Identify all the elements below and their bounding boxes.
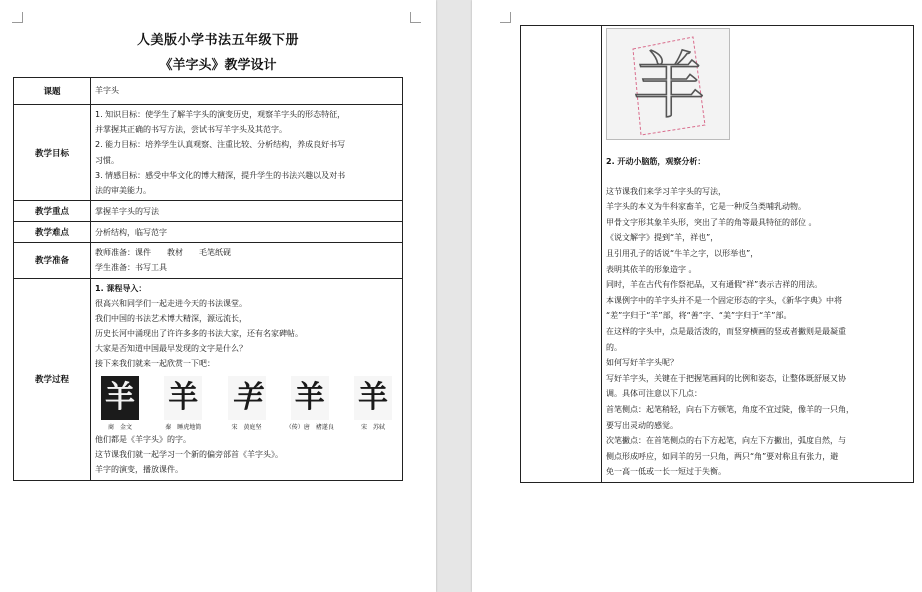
topic-value: 羊字头 [91,78,403,105]
calligraphy-samples [95,372,398,432]
calligraphy-sample [97,376,143,432]
text-line: 大家是否知道中国最早发现的文字是什么？ [95,344,247,354]
text-line: 首笔侧点：起笔稍轻，向右下方顿笔，角度不宜过陡，像羊的一只角， [606,404,854,414]
text-line: 这节课我们来学习羊字头的写法， [606,186,726,196]
table-row [521,26,914,483]
row-label: 课题 [14,78,91,105]
text-line: 次笔撇点：在首笔侧点的右下方起笔，向左下方撇出，弧度自然，与 [606,436,846,446]
text-line: 1. 知识目标：使学生了解羊字头的演变历史，观察羊字头的形态特征， [95,110,346,119]
calligraphy-caption: （传）唐 褚遂良 [285,423,334,431]
text-line: 侧点形成呼应，如同羊的另一只角，两只“角”要对称且有张力，避 [606,451,839,461]
text-line: 教师准备：课件 教材 毛笔纸砚 [95,248,231,258]
row-label: 教学过程 [14,278,91,480]
text-line: 要写出灵动的感觉。 [606,420,678,430]
document-page-left [0,0,436,592]
calligraphy-caption: 宋 黄庭坚 [231,423,262,431]
table-row [14,105,403,201]
calligraphy-glyph: 羊 [354,376,392,420]
calligraphy-sample [224,376,270,432]
character-image [606,28,730,140]
text-line: 学生准备：书写工具 [95,263,167,273]
calligraphy-sample [287,376,333,432]
outline-char: 羊 [632,44,706,128]
text-line: 很高兴和同学们一起走进今天的书法课堂。 [95,298,247,308]
calligraphy-caption: 商 金文 [107,423,132,431]
text-line: 我们中国的书法艺术博大精深，源远流长， [95,313,247,323]
spacer [606,170,909,184]
text-line: 他们都是《羊字头》的字。 [95,435,191,445]
text-line: 调。具体可注意以下几点： [606,389,702,399]
calligraphy-glyph: 羊 [291,376,329,420]
calligraphy-glyph: 羊 [228,376,266,420]
text-line: 羊字的演变，播放课件。 [95,465,183,475]
text-line: 这节课我们就一起学习一个新的偏旁部首《羊字头》。 [95,450,283,460]
text-line: 3. 情感目标：感受中华文化的博大精深，提升学生的书法兴趣以及对书 [95,170,346,180]
text-line: 甲骨文字形其象羊头形，突出了羊的角等最具特征的部位 。 [606,217,817,227]
spacer [606,140,909,154]
character-outline-icon [607,29,729,139]
text-line: 羊字头的本义为牛科家畜羊，它是一种反刍类哺乳动物。 [606,202,806,212]
prep-content [91,243,403,278]
calligraphy-caption: 宋 苏轼 [360,423,385,431]
text-line: 同时，羊在古代有作祭祀品，又有通假“祥”表示吉祥的用法。 [606,280,823,290]
row-label: 教学准备 [14,243,91,278]
section-heading: 1. 课程导入： [95,283,147,293]
row-label: 教学重点 [14,201,91,222]
section-heading: 2. 开动小脑筋，观察分析： [606,157,706,166]
text-line: 历史长河中涌现出了许许多多的书法大家，还有名家碑帖。 [95,329,303,339]
text-line: 法的审美能力。 [95,185,151,195]
difficulty-value: 分析结构，临写范字 [91,222,403,243]
text-line: 在这样的字头中，点是最活泼的，而竖穿横画的竖或者撇则是最凝重 [606,326,846,336]
lesson-table [13,77,403,481]
text-line: 并掌握其正确的书写方法，尝试书写羊字头及其范字。 [95,125,287,135]
text-line: 表明其依羊的形象造字 。 [606,264,697,274]
text-line: 《说文解字》提到“羊，祥也”， [606,233,719,243]
text-line: 如何写好羊字头呢？ [606,358,678,368]
table-row [14,222,403,243]
text-line: 习惯。 [95,155,119,165]
key-value: 掌握羊字头的写法 [91,201,403,222]
document-title: 人美版小学书法五年级下册 [136,33,299,48]
text-line: 且引用孔子的话说“牛羊之字，以形举也”， [606,248,759,258]
calligraphy-sample [160,376,206,432]
text-line: 写好羊字头，关键在于把握笔画间的比例和姿态，让整体既舒展又协 [606,373,846,383]
text-line: 本课例字中的羊字头并不是一个固定形态的字头，《新华字典》中将 [606,295,842,305]
lesson-table-continued [520,25,914,483]
process-continued [602,26,914,483]
table-row [14,243,403,278]
row-label: 教学难点 [14,222,91,243]
table-row [14,201,403,222]
crop-mark [12,12,23,23]
document-subtitle: 《羊字头》教学设计 [159,58,277,73]
text-line: 的。 [606,342,622,352]
row-label-empty [521,26,602,483]
table-row [14,78,403,105]
crop-mark [410,12,421,23]
text-line: 2. 能力目标：培养学生认真观察、注重比较、分析结构，养成良好书写 [95,140,346,150]
text-line: 免一高一低或一长一短过于失衡。 [606,467,726,477]
crop-mark [500,12,511,23]
calligraphy-glyph: 羊 [164,376,202,420]
text-line: 接下来我们就来一起欣赏一下吧： [95,359,215,369]
goals-content [91,105,403,201]
calligraphy-caption: 秦 睡虎地简 [165,423,202,431]
row-label: 教学目标 [14,105,91,201]
calligraphy-glyph: 羊 [101,376,139,420]
table-row [14,278,403,480]
calligraphy-sample [350,376,396,432]
process-content [91,278,403,480]
text-line: “差”字归于“羊”部，将“善”字、“美”字归于“羊”部。 [606,311,792,321]
